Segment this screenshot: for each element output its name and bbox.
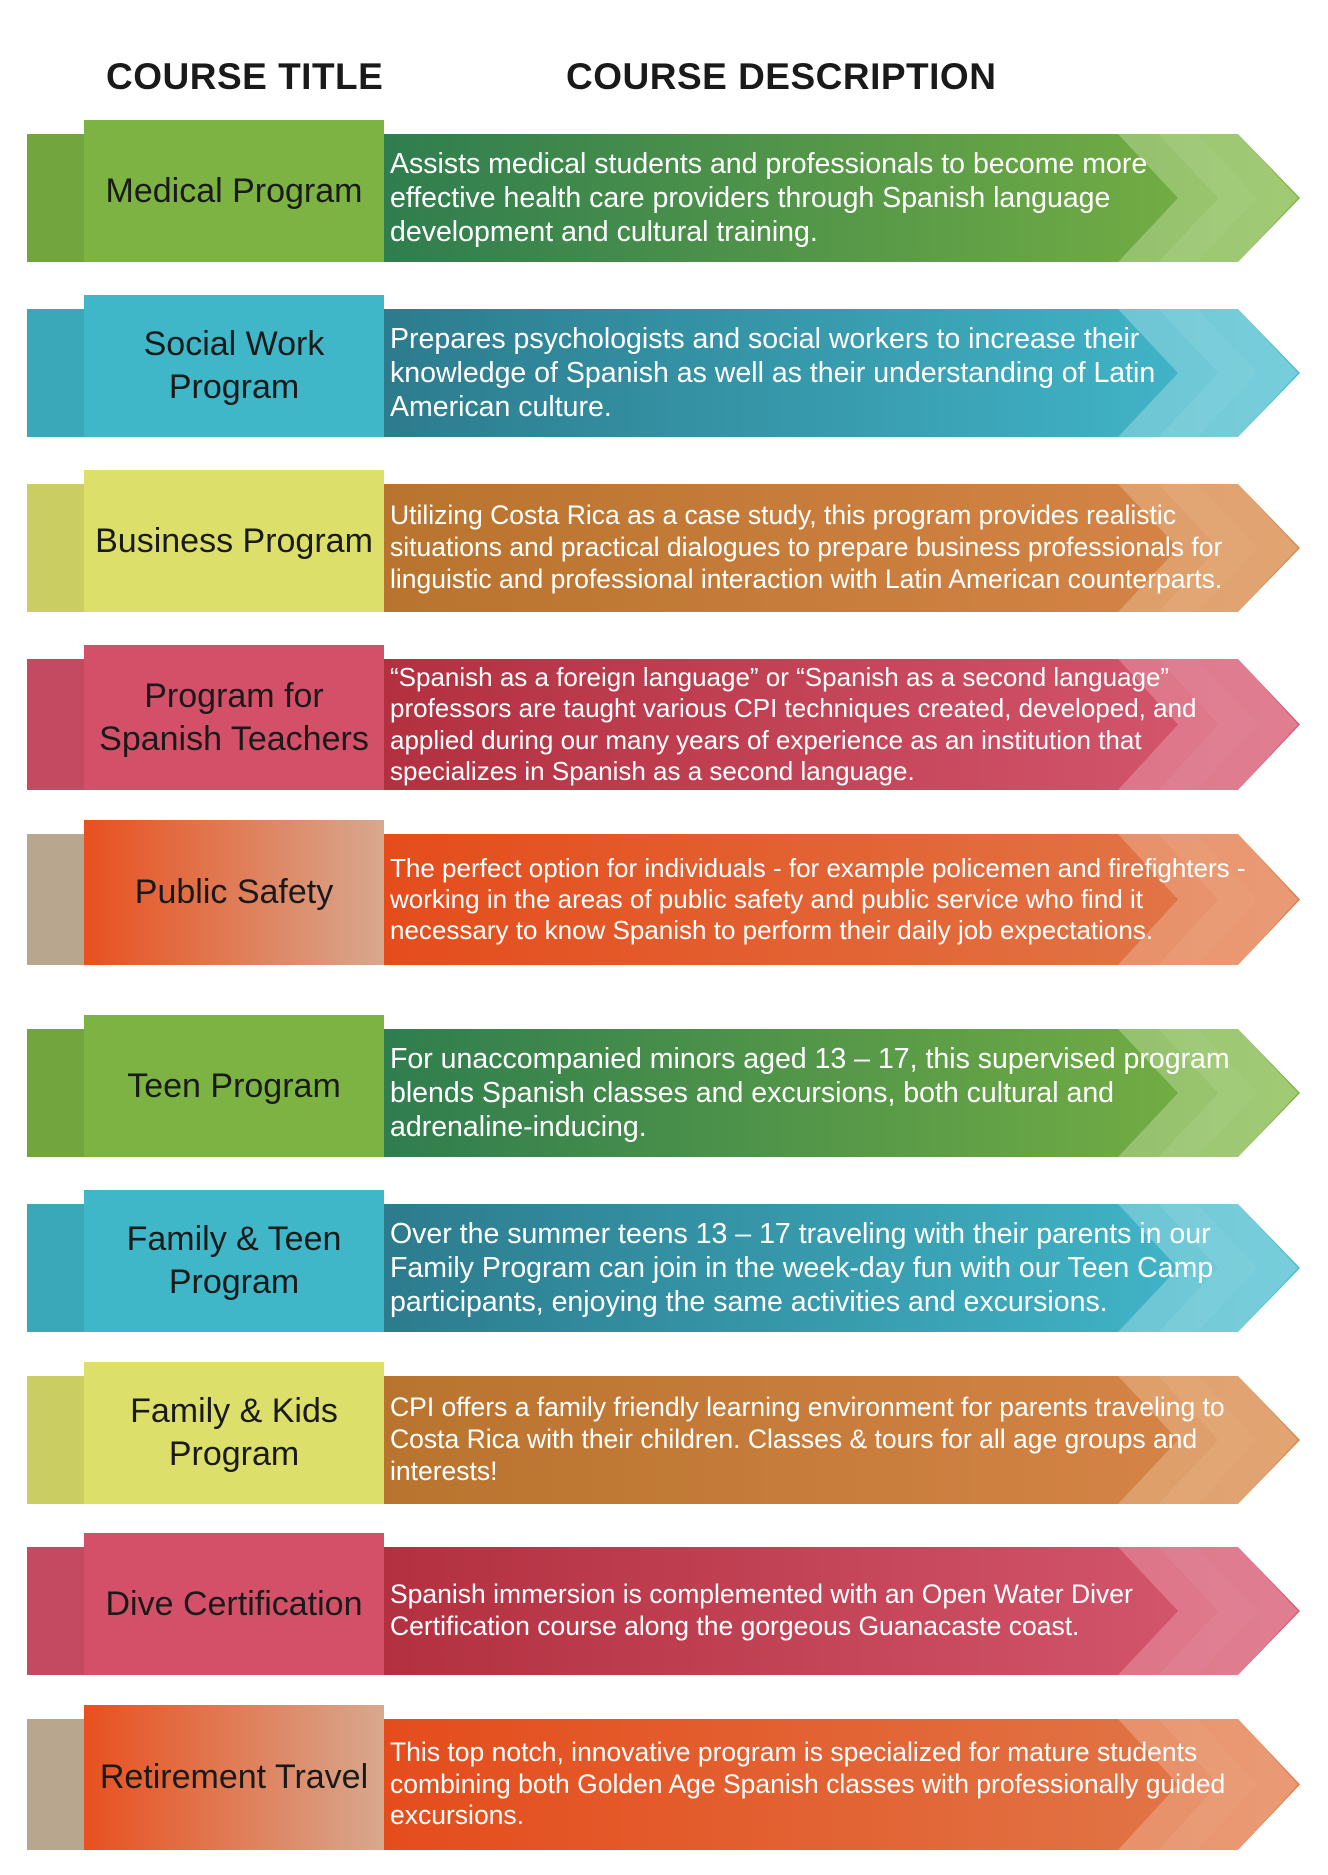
course-description: The perfect option for individuals - for example policemen and firefighters - working in the areas of public safety and public service who find it necessary to know Spanish to perform their daily job expectations. bbox=[390, 852, 1246, 946]
course-description: “Spanish as a foreign language” or “Spanish as a second language” professors are taught various CPI techniques created, developed, and applied during our many years of experience as an institution that specializes in Spanish as a second language. bbox=[390, 662, 1197, 786]
course-title: Social Work Program bbox=[84, 295, 384, 437]
course-description: Over the summer teens 13 – 17 traveling with their parents in our Family Program can join in the week-day fun with our Teen Camp participants, enjoying the same activities and excursions. bbox=[390, 1217, 1214, 1319]
course-title: Public Safety bbox=[84, 820, 384, 965]
course-row bbox=[0, 820, 1328, 965]
course-title: Program for Spanish Teachers bbox=[84, 645, 384, 790]
course-row bbox=[0, 1705, 1328, 1850]
course-row bbox=[0, 470, 1328, 612]
course-description: Assists medical students and professionals to become more effective health care providers through Spanish language development and cultural training. bbox=[390, 147, 1148, 249]
course-title: Dive Certification bbox=[84, 1533, 384, 1675]
course-title: Medical Program bbox=[84, 120, 384, 262]
course-row bbox=[0, 120, 1328, 262]
course-title: Family & Teen Program bbox=[84, 1190, 384, 1332]
course-row bbox=[0, 1533, 1328, 1675]
course-title: Retirement Travel bbox=[84, 1705, 384, 1850]
course-row bbox=[0, 1015, 1328, 1157]
course-description: This top notch, innovative program is specialized for mature students combining both Golden Age Spanish classes with professionally guided excursions. bbox=[390, 1736, 1226, 1831]
course-description: Spanish immersion is complemented with an Open Water Diver Certification course along the gorgeous Guanacaste coast. bbox=[390, 1579, 1133, 1641]
course-row bbox=[0, 1190, 1328, 1332]
course-description: For unaccompanied minors aged 13 – 17, this supervised program blends Spanish classes and excursions, both cultural and adrenaline-inducing. bbox=[390, 1042, 1230, 1144]
course-description: Utilizing Costa Rica as a case study, this program provides realistic situations and practical dialogues to prepare business professionals for linguistic and professional interaction with Latin American counterparts. bbox=[390, 500, 1223, 594]
course-title: Business Program bbox=[84, 470, 384, 612]
course-row bbox=[0, 645, 1328, 790]
course-description: Prepares psychologists and social workers to increase their knowledge of Spanish as well as their understanding of Latin American culture. bbox=[390, 322, 1156, 424]
course-title: Family & Kids Program bbox=[84, 1362, 384, 1504]
course-description: CPI offers a family friendly learning environment for parents traveling to Costa Rica with their children. Classes & tours for all age groups and interests! bbox=[390, 1392, 1225, 1486]
course-title: Teen Program bbox=[84, 1015, 384, 1157]
course-row bbox=[0, 1362, 1328, 1504]
course-row bbox=[0, 295, 1328, 437]
course-description-header: COURSE DESCRIPTION bbox=[566, 56, 997, 97]
course-title-header: COURSE TITLE bbox=[106, 56, 384, 97]
